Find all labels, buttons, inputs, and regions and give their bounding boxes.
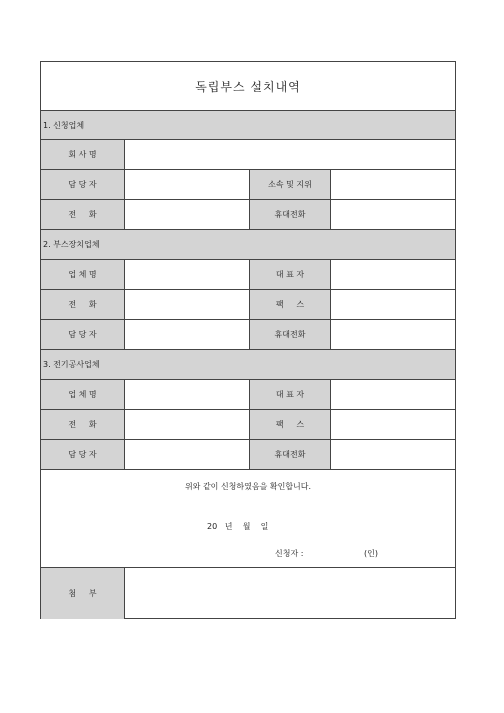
section-heading-electrical-contractor: 3. 전기공사업체 — [41, 350, 455, 380]
mobile-label: 휴대전화 — [249, 200, 330, 229]
booth-company-label: 업 체 명 — [41, 260, 124, 289]
elec-manager-label: 담 당 자 — [41, 440, 124, 469]
elec-phone-field[interactable] — [124, 410, 249, 439]
company-name-field[interactable] — [124, 140, 455, 169]
elec-company-label: 업 체 명 — [41, 380, 124, 409]
booth-phone-field[interactable] — [124, 290, 249, 319]
elec-fax-field[interactable] — [330, 410, 455, 439]
position-field[interactable] — [330, 170, 455, 199]
elec-ceo-label: 대 표 자 — [249, 380, 330, 409]
confirmation-block — [41, 470, 455, 568]
applicant-contact-row — [41, 170, 455, 200]
section-heading-applicant: 1. 신청업체 — [41, 111, 455, 140]
applicant-label: 신청자 : — [275, 549, 304, 558]
booth-company-field[interactable] — [124, 260, 249, 289]
booth-phone-row — [41, 290, 455, 320]
confirmation-statement: 위와 같이 신청하였음을 확인합니다. — [184, 482, 312, 491]
company-name-row — [41, 140, 455, 170]
elec-phone-label: 전 화 — [41, 410, 124, 439]
booth-manager-field[interactable] — [124, 320, 249, 349]
attachment-row — [41, 568, 455, 619]
booth-mobile-field[interactable] — [330, 320, 455, 349]
section-heading-booth-contractor: 2. 부스장치업체 — [41, 230, 455, 260]
booth-manager-label: 담 당 자 — [41, 320, 124, 349]
booth-fax-field[interactable] — [330, 290, 455, 319]
booth-manager-row — [41, 320, 455, 350]
manager-label: 담 당 자 — [41, 170, 124, 199]
applicant-phone-row — [41, 200, 455, 230]
seal-mark: (인) — [364, 549, 378, 558]
application-form — [40, 61, 456, 619]
attachment-field[interactable] — [124, 568, 455, 619]
phone-label: 전 화 — [41, 200, 124, 229]
elec-fax-label: 팩 스 — [249, 410, 330, 439]
date-line: 20 년 월 일 — [207, 522, 269, 531]
position-label: 소속 및 지위 — [249, 170, 330, 199]
booth-mobile-label: 휴대전화 — [249, 320, 330, 349]
elec-manager-row — [41, 440, 455, 470]
attachment-label: 첨 부 — [41, 568, 124, 619]
elec-company-row — [41, 380, 455, 410]
phone-field[interactable] — [124, 200, 249, 229]
elec-phone-row — [41, 410, 455, 440]
form-title: 독립부스 설치내역 — [41, 62, 455, 111]
elec-mobile-field[interactable] — [330, 440, 455, 469]
booth-company-row — [41, 260, 455, 290]
mobile-field[interactable] — [330, 200, 455, 229]
booth-ceo-field[interactable] — [330, 260, 455, 289]
booth-phone-label: 전 화 — [41, 290, 124, 319]
manager-field[interactable] — [124, 170, 249, 199]
elec-company-field[interactable] — [124, 380, 249, 409]
company-name-label: 회 사 명 — [41, 140, 124, 169]
elec-mobile-label: 휴대전화 — [249, 440, 330, 469]
booth-ceo-label: 대 표 자 — [249, 260, 330, 289]
elec-ceo-field[interactable] — [330, 380, 455, 409]
elec-manager-field[interactable] — [124, 440, 249, 469]
booth-fax-label: 팩 스 — [249, 290, 330, 319]
